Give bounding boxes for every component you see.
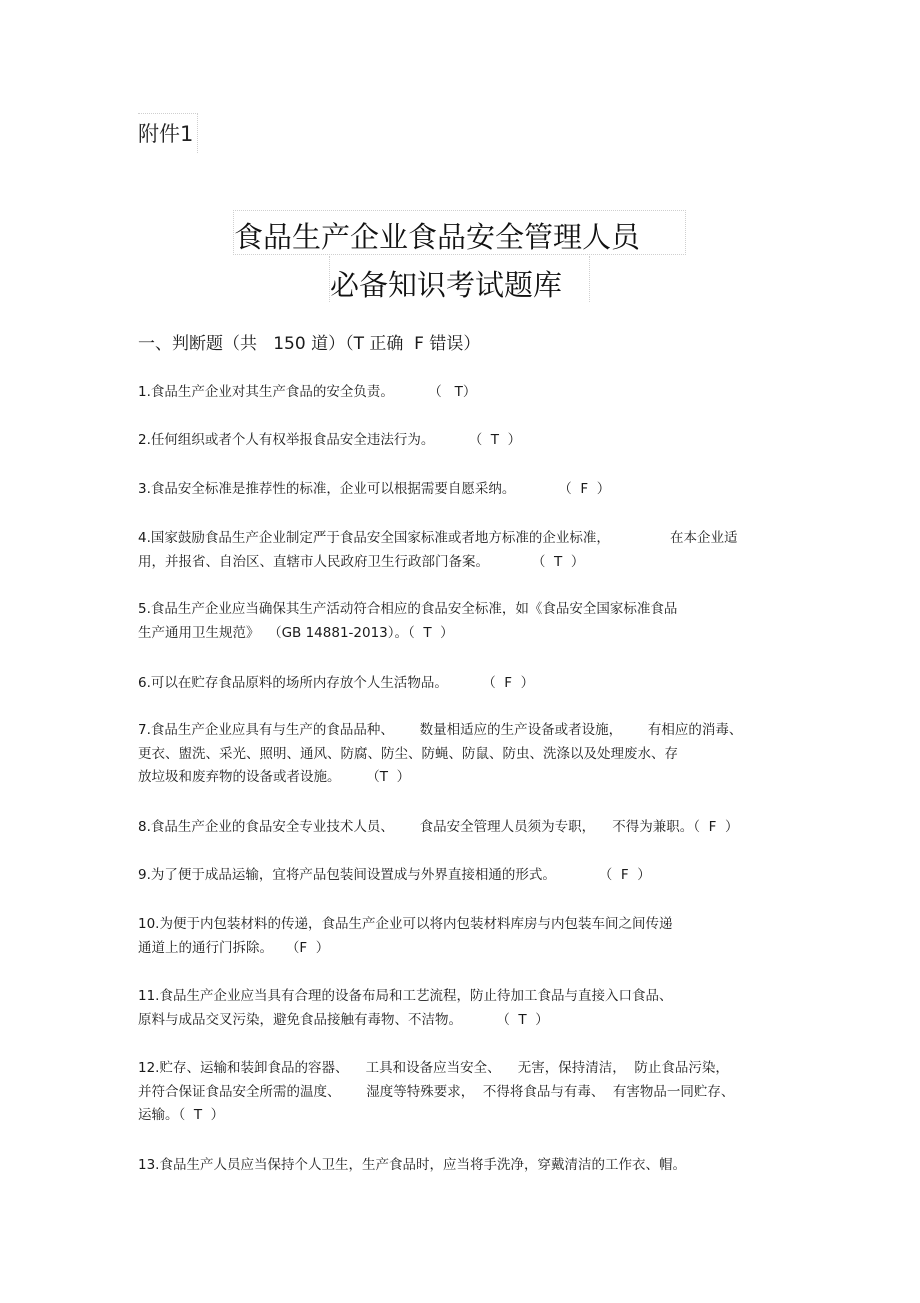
question-item xyxy=(138,381,778,405)
question-text: 11.食品生产企业应当具有合理的设备布局和工艺流程，防止待加工食品与直接入口食品、 xyxy=(138,988,673,1004)
question-text: 放垃圾和废弃物的设备或者设施。 （T ） xyxy=(138,769,411,785)
section-heading-true-false: 一、判断题（共 150 道）（T 正确 F 错误） xyxy=(138,334,481,354)
question-text: 6.可以在贮存食品原料的场所内存放个人生活物品。 （ F ） xyxy=(138,675,535,691)
question-item xyxy=(138,478,778,502)
question-text: 7.食品生产企业应具有与生产的食品品种、 数量相适应的生产设备或者设施， 有相应的消毒、 xyxy=(138,722,743,738)
question-text: 12.贮存、运输和装卸食品的容器、 工具和设备应当安全、 无害，保持清洁， 防止食品污染， xyxy=(138,1060,729,1076)
document-title-line-2: 必备知识考试题库 xyxy=(329,256,590,302)
question-text: 8.食品生产企业的食品安全专业技术人员、 食品安全管理人员须为专职， 不得为兼职。（ F ） xyxy=(138,819,739,835)
question-text: 5.食品生产企业应当确保其生产活动符合相应的食品安全标准，如《食品安全国家标准食品 xyxy=(138,601,678,617)
question-text: 13.食品生产人员应当保持个人卫生，生产食品时，应当将手洗净，穿戴清洁的工作衣、帽。 xyxy=(138,1157,686,1173)
question-text: 更衣、盥洗、采光、照明、通风、防腐、防尘、防蝇、防鼠、防虫、洗涤以及处理废水、存 xyxy=(138,745,678,762)
question-item xyxy=(138,429,778,453)
question-text: 运输。（ T ） xyxy=(138,1107,225,1123)
question-item xyxy=(138,913,778,960)
question-text: 3.食品安全标准是推荐性的标准，企业可以根据需要自愿采纳。 （ F ） xyxy=(138,481,611,497)
question-item xyxy=(138,719,778,790)
question-text: 4.国家鼓励食品生产企业制定严于食品安全国家标准或者地方标准的企业标准， 在本企业适 xyxy=(138,530,738,546)
question-item xyxy=(138,1154,778,1178)
question-text: 并符合保证食品安全所需的温度、 湿度等特殊要求， 不得将食品与有毒、 有害物品一同贮存、 xyxy=(138,1083,735,1100)
question-item xyxy=(138,672,778,696)
question-text: 原料与成品交叉污染，避免食品接触有毒物、不洁物。 （ T ） xyxy=(138,1011,549,1028)
question-text: 生产通用卫生规范》 （GB 14881-2013）。（ T ） xyxy=(138,624,454,641)
question-item xyxy=(138,527,778,574)
attachment-label: 附件1 xyxy=(138,113,198,153)
question-item xyxy=(138,816,778,840)
question-text: 用，并报省、自治区、直辖市人民政府卫生行政部门备案。 （ T ） xyxy=(138,553,585,570)
question-text: 1.食品生产企业对其生产食品的安全负责。 （ T） xyxy=(138,384,477,400)
question-text: 2.任何组织或者个人有权举报食品安全违法行为。 （ T ） xyxy=(138,432,522,448)
question-item xyxy=(138,864,778,888)
question-item xyxy=(138,1057,778,1128)
question-text: 通道上的通行门拆除。 （F ） xyxy=(138,939,330,956)
document-title-line-1: 食品生产企业食品安全管理人员 xyxy=(233,210,686,255)
question-item xyxy=(138,985,778,1032)
question-text: 9.为了便于成品运输，宜将产品包装间设置成与外界直接相通的形式。 （ F ） xyxy=(138,867,651,883)
question-item xyxy=(138,598,778,645)
question-text: 10.为便于内包装材料的传递，食品生产企业可以将内包装材料库房与内包装车间之间传递 xyxy=(138,916,673,932)
